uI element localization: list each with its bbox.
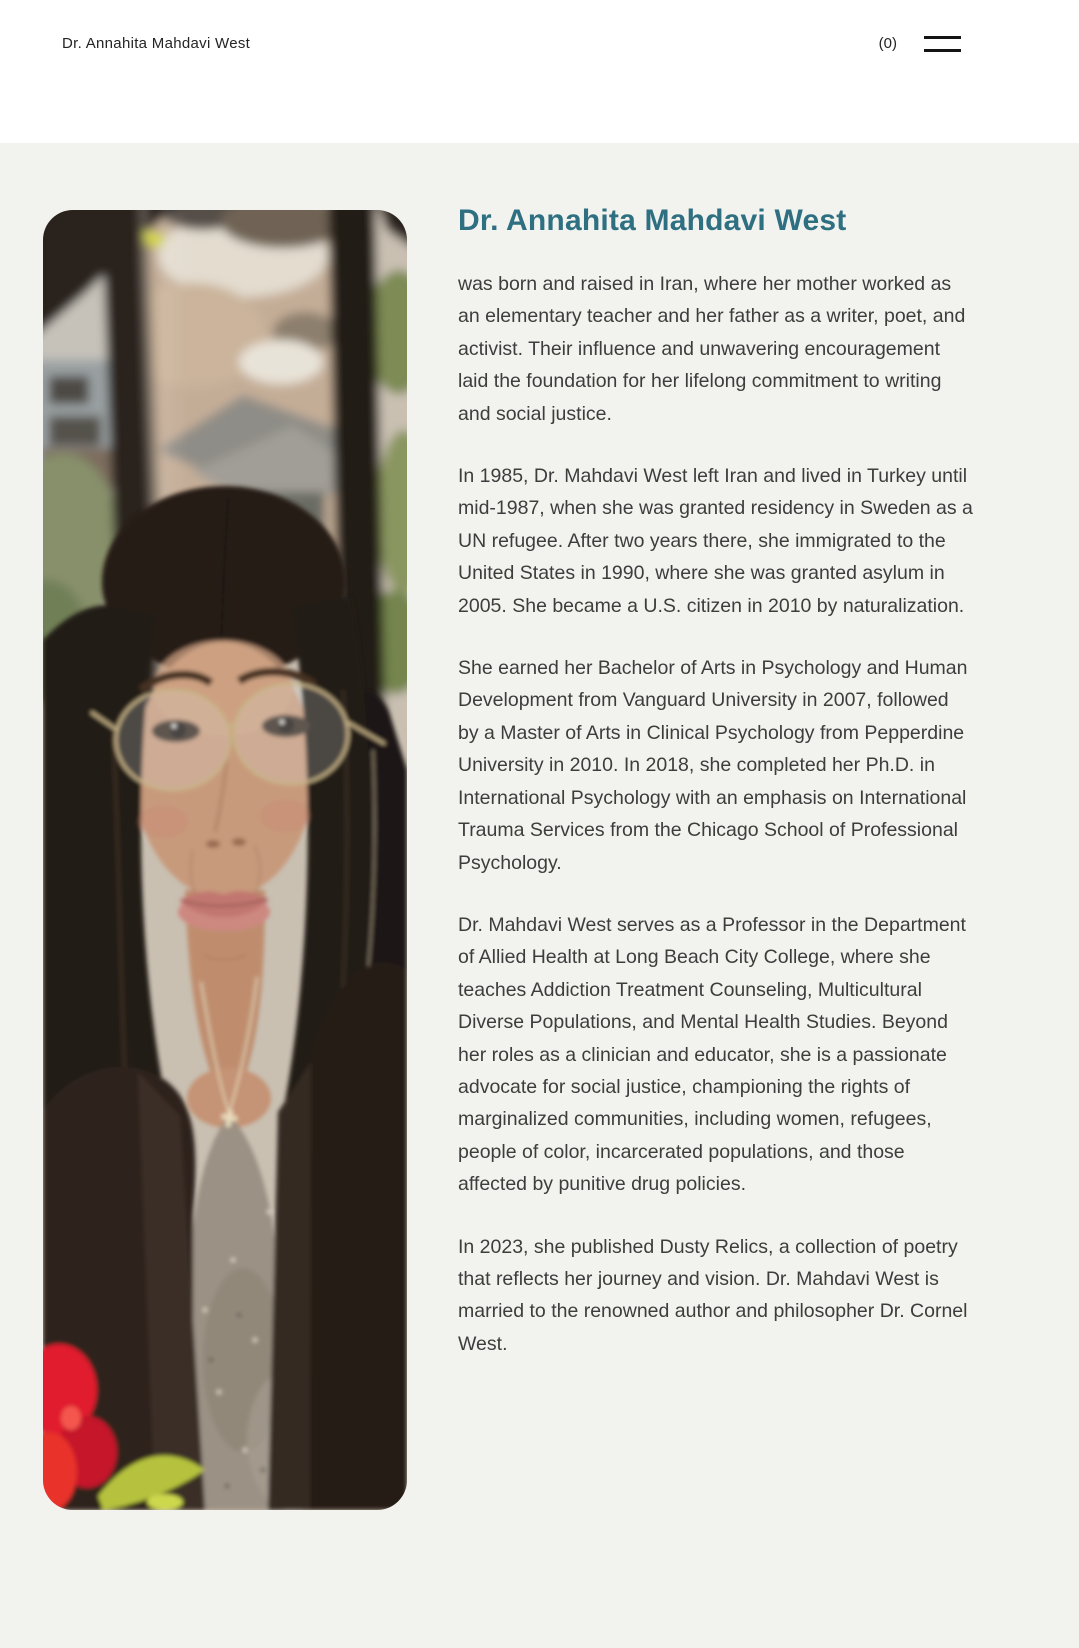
about-section bbox=[0, 143, 1079, 1648]
header-actions bbox=[879, 35, 961, 53]
bio-paragraph-1: was born and raised in Iran, where her mother worked as an elementary teacher and her father as a writer, poet, and activist. Their influence and unwavering encouragement laid the foundation for her lifelong commitment to writing and social justice. bbox=[458, 273, 966, 425]
hamburger-icon bbox=[924, 36, 961, 52]
site-header bbox=[0, 0, 1079, 143]
bio-paragraph-4: Dr. Mahdavi West serves as a Professor in the Department of Allied Health at Long Beach City College, where she teaches Addiction Treatment Counseling, Multicultural Diverse Populations, and Mental Health Studies. Beyond her roles as a clinician and educator, she is a passionate advocate for social justice, championing the rights of marginalized communities, including women, refugees, people of color, incarcerated populations, and those affected by punitive drug policies. bbox=[458, 913, 966, 1196]
cart-link[interactable]: (0) bbox=[878, 35, 897, 52]
page-title: Dr. Annahita Mahdavi West bbox=[458, 204, 847, 237]
bio-paragraph-2: In 1985, Dr. Mahdavi West left Iran and lived in Turkey until mid-1987, when she was granted residency in Sweden as a UN refugee. After two years there, she immigrated to the United States in 1990, where she was granted asylum in 2005. She became a U.S. citizen in 2010 by naturalization. bbox=[458, 465, 973, 617]
bio-content bbox=[458, 201, 974, 1390]
portrait-illustration bbox=[43, 210, 407, 1510]
brand-link[interactable]: Dr. Annahita Mahdavi West bbox=[62, 35, 251, 52]
menu-button[interactable] bbox=[924, 36, 961, 52]
bio-paragraph-3: She earned her Bachelor of Arts in Psychology and Human Development from Vanguard University in 2007, followed by a Master of Arts in Clinical Psychology from Pepperdine University in 2010. In 2018, she completed her Ph.D. in International Psychology with an emphasis on International Trauma Services from the Chicago School of Professional Psychology. bbox=[458, 657, 968, 874]
portrait-photo bbox=[43, 210, 407, 1510]
bio-paragraph-5: In 2023, she published Dusty Relics, a collection of poetry that reflects her journey and vision. Dr. Mahdavi West is married to the renowned author and philosopher Dr. Cornel West. bbox=[458, 1235, 968, 1355]
